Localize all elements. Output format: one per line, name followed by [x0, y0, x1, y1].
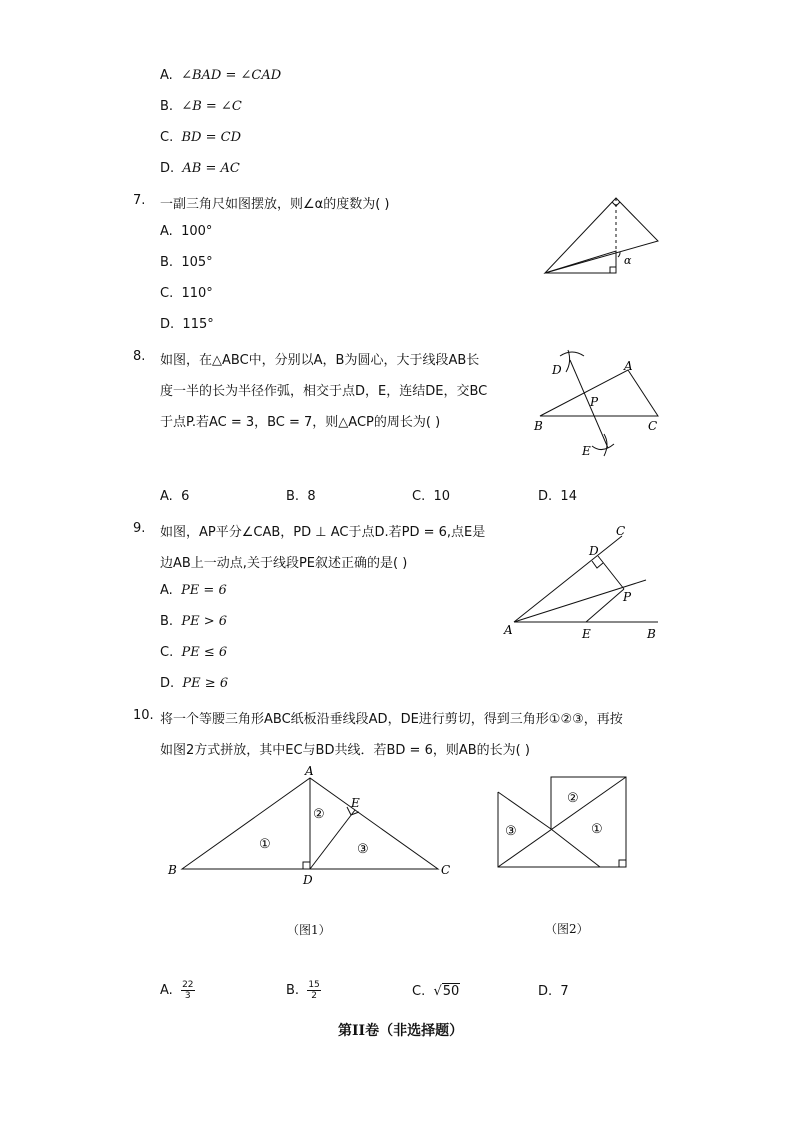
q8-label-d: D — [552, 363, 562, 377]
q10-fig1-right-angle-d — [303, 862, 310, 869]
section-title: 第II卷（非选择题） — [338, 1023, 464, 1039]
q8-arc-bottom-2 — [604, 434, 607, 456]
q6-option-c: C. BD = CD — [160, 130, 241, 145]
q10-figure2 — [490, 772, 635, 872]
q8-label-a: A — [624, 359, 633, 373]
q10-fig1-caption: （图1） — [287, 923, 331, 937]
q8-label-e: E — [582, 444, 591, 458]
q8-label-b: B — [534, 419, 543, 433]
q9-label-e: E — [582, 627, 591, 641]
q10-option-b: B. $\frac{15}{2}$ — [286, 980, 320, 1001]
q9-label-c: C — [616, 524, 626, 538]
q10-number: 10. — [133, 708, 154, 723]
q10-figure1 — [160, 760, 460, 890]
q9-label-d: D — [589, 544, 599, 558]
q8-arc-top-1 — [560, 352, 584, 356]
q10-fig2-region-3: ③ — [505, 824, 517, 839]
q10-fig2-diagonal — [498, 777, 626, 867]
q9-option-b: B. PE > 6 — [160, 614, 227, 629]
q10-fig1-region-3: ③ — [357, 842, 369, 857]
q10-option-d: D. 7 — [538, 984, 569, 999]
q7-option-a: A. 100° — [160, 224, 213, 239]
q9-segment-pe — [586, 589, 624, 622]
q9-segment-pd — [598, 556, 624, 589]
q10-fig2-right-angle — [619, 860, 626, 867]
q9-option-a: A. PE = 6 — [160, 583, 227, 598]
q8-stem-line2: 度一半的长为半径作弧，相交于点D，E，连结DE，交BC — [160, 384, 488, 399]
q8-option-a: A. 6 — [160, 489, 190, 504]
q10-fig1-label-d: D — [303, 873, 313, 887]
q8-stem-line1: 如图，在△ABC中，分别以A，B为圆心，大于线段AB长 — [160, 353, 480, 368]
q6-option-a: A. ∠BAD = ∠CAD — [160, 68, 282, 83]
q10-fig2-region-2: ② — [567, 791, 579, 806]
q7-stem: 一副三角尺如图摆放，则∠α的度数为( ) — [160, 197, 390, 212]
q6-option-d: D. AB = AC — [160, 161, 240, 176]
q8-line-de — [570, 360, 608, 448]
q8-number: 8. — [133, 349, 146, 364]
q10-fig1-label-b: B — [168, 863, 177, 877]
q8-label-c: C — [648, 419, 658, 433]
q10-option-a: A. $\frac{22}{3}$ — [160, 980, 194, 1001]
q9-ray-ac — [514, 536, 622, 622]
q9-stem-line1: 如图，AP平分∠CAB，PD ⊥ AC于点D.若PD = 6,点E是 — [160, 525, 486, 540]
q10-option-c-sqrt: √50 — [433, 984, 460, 999]
q8-option-c: C. 10 — [412, 489, 451, 504]
q10-fig2-region-1: ① — [591, 822, 603, 837]
q8-arc-bottom-1 — [592, 444, 614, 450]
q10-fig1-region-1: ① — [259, 837, 271, 852]
q10-fig1-label-a: A — [305, 764, 314, 778]
q10-option-a-fraction: $\frac{22}{3}$ — [182, 980, 194, 1001]
q7-option-d: D. 115° — [160, 317, 214, 332]
q9-right-angle-mark — [592, 561, 603, 568]
q10-option-b-fraction: $\frac{15}{2}$ — [308, 980, 320, 1001]
q9-label-p: P — [623, 590, 632, 604]
q9-figure — [500, 520, 665, 642]
q10-fig1-region-2: ② — [313, 807, 325, 822]
q9-stem-line2: 边AB上一动点,关于线段PE叙述正确的是( ) — [160, 556, 408, 571]
q7-right-angle-mark — [610, 267, 616, 273]
q10-option-c: C. √50 — [412, 984, 460, 999]
q7-option-c: C. 110° — [160, 286, 213, 301]
q10-fig1-label-c: C — [441, 863, 451, 877]
q10-stem-line2: 如图2方式拼放，其中EC与BD共线．若BD = 6，则AB的长为( ) — [160, 743, 530, 758]
q8-label-p: P — [590, 395, 599, 409]
q7-number: 7. — [133, 193, 146, 208]
q10-fig1-label-e: E — [351, 796, 360, 810]
q8-option-d: D. 14 — [538, 489, 577, 504]
q9-label-b: B — [647, 627, 656, 641]
q9-label-a: A — [504, 623, 513, 637]
q7-triangle-large — [545, 198, 658, 273]
q6-option-b: B. ∠B = ∠C — [160, 99, 242, 114]
q7-option-b: B. 105° — [160, 255, 213, 270]
q9-option-d: D. PE ≥ 6 — [160, 676, 229, 691]
q10-fig2-caption: （图2） — [545, 922, 589, 936]
q7-figure — [540, 192, 665, 282]
q10-stem-line1: 将一个等腰三角形ABC纸板沿垂线段AD，DE进行剪切，得到三角形①②③，再按 — [160, 712, 623, 727]
q8-stem-line3: 于点P.若AC = 3，BC = 7，则△ACP的周长为( ) — [160, 415, 441, 430]
q8-option-b: B. 8 — [286, 489, 316, 504]
q7-alpha-label: α — [624, 254, 632, 267]
q9-option-c: C. PE ≤ 6 — [160, 645, 228, 660]
q8-figure — [530, 348, 665, 460]
q9-number: 9. — [133, 521, 146, 536]
